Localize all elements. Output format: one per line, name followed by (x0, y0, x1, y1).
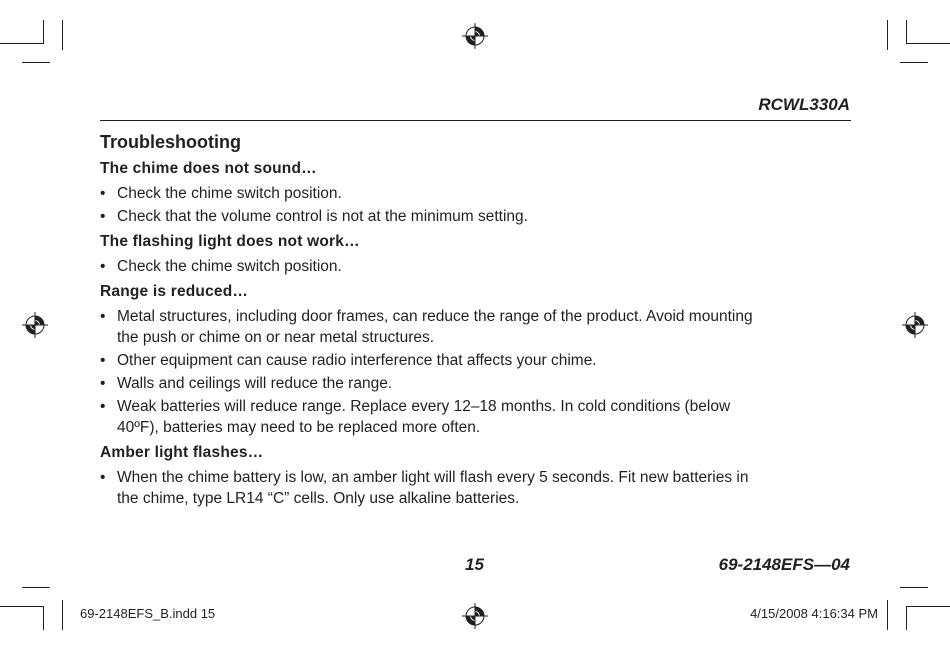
list-item: • Other equipment can cause radio interference that affects your chime. (100, 352, 597, 369)
bullet-icon: • (100, 208, 106, 225)
crop-mark (906, 20, 907, 44)
registration-target-icon (902, 312, 928, 338)
bullet-icon: • (100, 308, 106, 325)
crop-mark (62, 600, 63, 630)
model-number: RCWL330A (758, 95, 850, 114)
troubleshooting-content (100, 132, 860, 511)
crop-mark (22, 62, 50, 63)
crop-mark (906, 606, 950, 607)
document-number: 69-2148EFS—04 (718, 555, 850, 574)
section-heading: The flashing light does not work… (100, 233, 360, 250)
page-title: Troubleshooting (100, 132, 241, 152)
bullet-icon: • (100, 258, 106, 275)
crop-mark (900, 587, 928, 588)
bullet-icon: • (100, 185, 106, 202)
crop-mark (22, 587, 50, 588)
list-item: • Check the chime switch position. (100, 185, 342, 202)
list-item: • Walls and ceilings will reduce the range. (100, 375, 393, 392)
slug-date: 4/15/2008 4:16:34 PM (750, 606, 878, 621)
section-heading: Amber light flashes… (100, 444, 264, 461)
list-item: • Weak batteries will reduce range. Replace every 12–18 months. In cold conditions (below 40ºF), batteries may need to be replaced more often. (100, 398, 731, 436)
crop-mark (0, 43, 44, 44)
slug-file: 69-2148EFS_B.indd 15 (80, 606, 216, 621)
registration-target-icon (462, 23, 488, 49)
crop-mark (887, 600, 888, 630)
crop-mark (900, 62, 928, 63)
bullet-icon: • (100, 398, 106, 415)
registration-target-icon (462, 603, 488, 629)
list-item: • Check the chime switch position. (100, 258, 342, 275)
crop-mark (906, 606, 907, 630)
bullet-icon: • (100, 469, 106, 486)
registration-target-icon (22, 312, 48, 338)
list-item: • Metal structures, including door frames, can reduce the range of the product. Avoid mounting the push or chime on or near metal structures. (100, 308, 753, 346)
crop-mark (43, 20, 44, 44)
bullet-icon: • (100, 375, 106, 392)
bullet-icon: • (100, 352, 106, 369)
list-item: • When the chime battery is low, an amber light will flash every 5 seconds. Fit new batteries in the chime, type LR14 “C” cells. Only use alkaline batteries. (100, 469, 749, 507)
section-heading: Range is reduced… (100, 283, 249, 300)
crop-mark (906, 43, 950, 44)
page-number: 15 (465, 555, 484, 574)
list-item: • Check that the volume control is not at the minimum setting. (100, 208, 528, 225)
crop-mark (0, 606, 44, 607)
crop-mark (43, 606, 44, 630)
section-heading: The chime does not sound… (100, 160, 317, 177)
crop-mark (887, 20, 888, 50)
crop-mark (62, 20, 63, 50)
header-rule (100, 120, 851, 121)
